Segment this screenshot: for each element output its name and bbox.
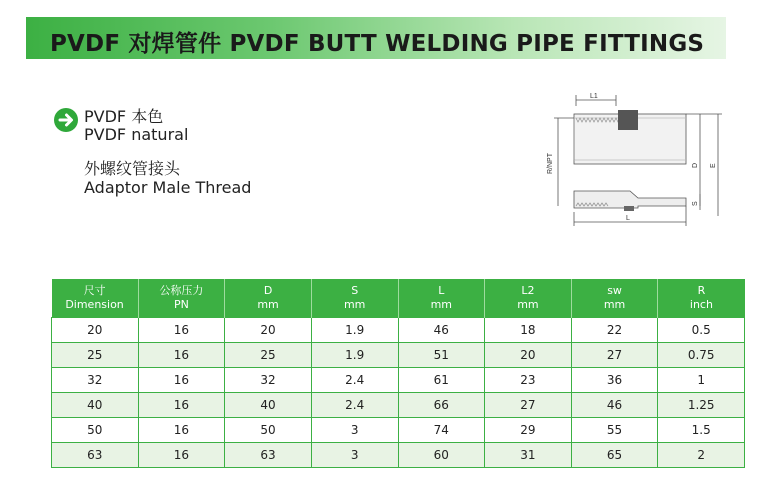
table-cell: 1.9 (311, 343, 398, 368)
table-cell: 46 (571, 393, 658, 418)
table-cell: 46 (398, 318, 485, 343)
table-cell: 40 (52, 393, 139, 418)
product-name-en: Adaptor Male Thread (84, 178, 252, 197)
table-cell: 23 (485, 368, 572, 393)
title-banner (26, 17, 726, 59)
table-cell: 18 (485, 318, 572, 343)
table-cell: 27 (485, 393, 572, 418)
table-row (52, 418, 745, 443)
material-en: PVDF natural (84, 125, 189, 144)
table-cell: 31 (485, 443, 572, 468)
e-label: E (710, 163, 717, 168)
table-cell: 63 (52, 443, 139, 468)
table-cell: 1.25 (658, 393, 745, 418)
header-s: S mm (311, 279, 398, 318)
table-cell: 1 (658, 368, 745, 393)
table-cell: 0.5 (658, 318, 745, 343)
header-l: L mm (398, 279, 485, 318)
table-cell: 3 (311, 443, 398, 468)
page-title: PVDF 对焊管件 PVDF BUTT WELDING PIPE FITTINGS (50, 31, 705, 57)
table-cell: 40 (225, 393, 312, 418)
table-cell: 20 (485, 343, 572, 368)
table-cell: 74 (398, 418, 485, 443)
table-cell: 29 (485, 418, 572, 443)
table-cell: 50 (52, 418, 139, 443)
table-cell: 25 (225, 343, 312, 368)
table-cell: 1.5 (658, 418, 745, 443)
arrow-right-circle-icon (53, 107, 79, 133)
fitting-technical-drawing (540, 88, 740, 238)
table-row (52, 393, 745, 418)
table-row (52, 343, 745, 368)
table-cell: 32 (52, 368, 139, 393)
header-sw: sw mm (571, 279, 658, 318)
table-cell: 50 (225, 418, 312, 443)
r-label: R/NPT (547, 153, 554, 174)
table-cell: 20 (225, 318, 312, 343)
product-name-cn: 外螺纹管接头 (84, 159, 181, 178)
table-cell: 16 (138, 368, 225, 393)
material-cn: PVDF 本色 (84, 107, 164, 126)
table-cell: 16 (138, 343, 225, 368)
table-cell: 16 (138, 393, 225, 418)
header-pn: 公称压力 PN (138, 279, 225, 318)
dimensions-table (51, 279, 745, 468)
table-row (52, 368, 745, 393)
hex-nut-shape (618, 110, 638, 130)
table-cell: 20 (52, 318, 139, 343)
table-cell: 2.4 (311, 368, 398, 393)
table-cell: 51 (398, 343, 485, 368)
table-cell: 60 (398, 443, 485, 468)
table-cell: 2 (658, 443, 745, 468)
table-cell: 63 (225, 443, 312, 468)
table-cell: 16 (138, 318, 225, 343)
table-header-row (52, 279, 745, 318)
header-r: R inch (658, 279, 745, 318)
table-cell: 16 (138, 418, 225, 443)
table-cell: 55 (571, 418, 658, 443)
table-row (52, 443, 745, 468)
table-cell: 27 (571, 343, 658, 368)
d-label: D (692, 162, 699, 168)
header-dimension: 尺寸 Dimension (52, 279, 139, 318)
table-cell: 61 (398, 368, 485, 393)
table-cell: 66 (398, 393, 485, 418)
s-label: S (692, 201, 699, 206)
table-cell: 3 (311, 418, 398, 443)
header-d: D mm (225, 279, 312, 318)
table-cell: 16 (138, 443, 225, 468)
header-l2: L2 mm (485, 279, 572, 318)
l-label: L (626, 215, 630, 222)
table-cell: 65 (571, 443, 658, 468)
table-cell: 32 (225, 368, 312, 393)
table-cell: 22 (571, 318, 658, 343)
table-cell: 1.9 (311, 318, 398, 343)
table-row (52, 318, 745, 343)
l1-label: L1 (590, 93, 598, 100)
table-cell: 25 (52, 343, 139, 368)
table-cell: 0.75 (658, 343, 745, 368)
table-cell: 36 (571, 368, 658, 393)
table-cell: 2.4 (311, 393, 398, 418)
